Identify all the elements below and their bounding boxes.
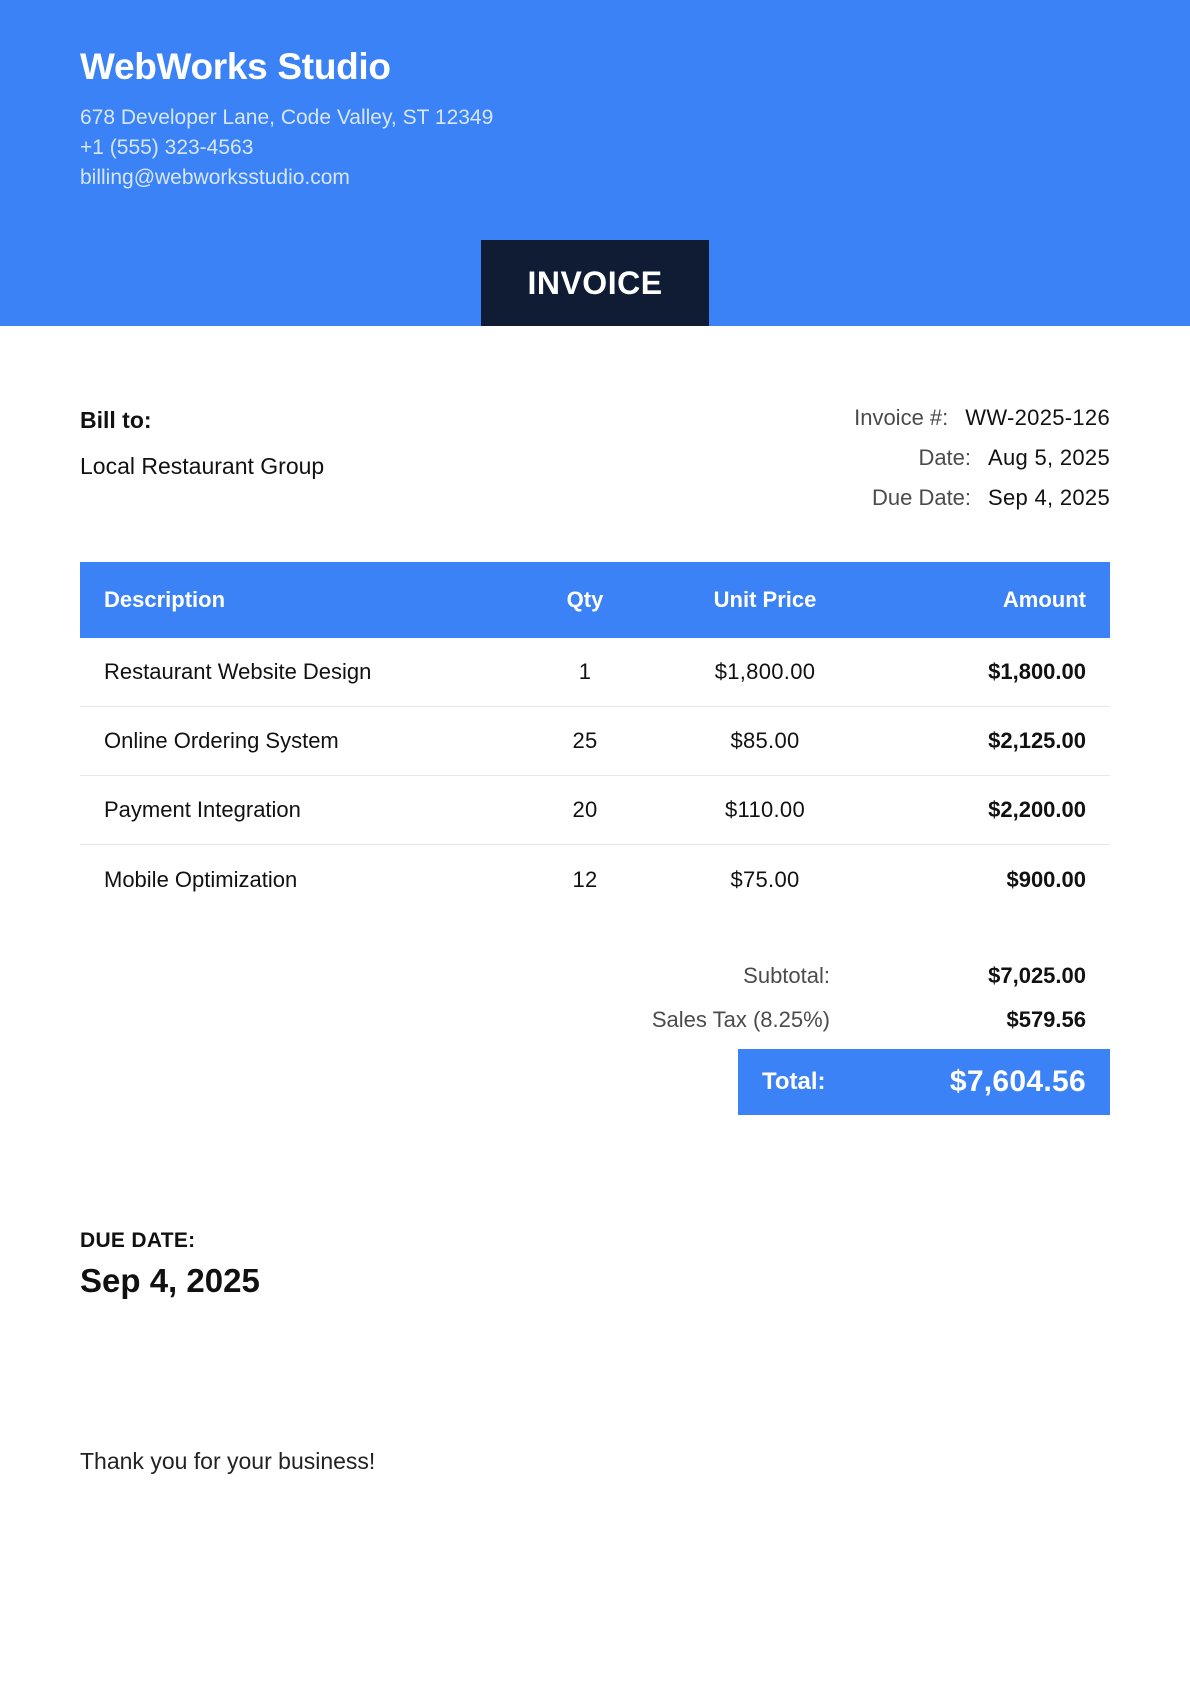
row-qty: 25	[572, 728, 598, 753]
tax-row	[580, 1000, 1110, 1040]
due-date-large: Sep 4, 2025	[80, 1262, 260, 1299]
company-email: billing@webworksstudio.com	[80, 166, 350, 189]
header-amount: Amount	[1002, 587, 1086, 612]
subtotal-row	[580, 956, 1110, 996]
tax-label: Sales Tax (8.25%)	[651, 1007, 830, 1032]
header-unit-price: Unit Price	[713, 587, 817, 612]
invoice-due-date-label: Due Date:	[871, 485, 972, 510]
tax-value: $579.56	[1006, 1007, 1086, 1032]
total-box	[738, 1049, 1110, 1115]
invoice-number-row	[610, 405, 1110, 445]
invoice-meta	[610, 405, 1110, 525]
table-row	[80, 638, 1110, 707]
header-qty: Qty	[566, 587, 604, 612]
invoice-header	[0, 0, 1190, 326]
row-description: Mobile Optimization	[104, 866, 298, 892]
company-name: WebWorks Studio	[80, 46, 391, 87]
table-row	[80, 776, 1110, 845]
row-unit-price: $85.00	[730, 728, 800, 753]
invoice-due-date-value: Sep 4, 2025	[988, 485, 1110, 510]
total-value: $7,604.56	[949, 1065, 1086, 1098]
row-unit-price: $1,800.00	[714, 659, 816, 684]
invoice-number-value: WW-2025-126	[965, 405, 1110, 430]
header-description: Description	[104, 587, 226, 612]
row-amount: $2,200.00	[988, 797, 1086, 822]
total-label: Total:	[762, 1068, 826, 1095]
table-row	[80, 845, 1110, 914]
bill-to-name: Local Restaurant Group	[80, 453, 325, 479]
row-unit-price: $75.00	[730, 866, 800, 892]
subtotal-value: $7,025.00	[988, 963, 1086, 988]
subtotal-label: Subtotal:	[743, 963, 830, 988]
row-amount: $900.00	[1006, 866, 1086, 892]
thank-you-note: Thank you for your business!	[80, 1448, 376, 1474]
table-row	[80, 707, 1110, 776]
row-qty: 20	[572, 797, 598, 822]
row-unit-price: $110.00	[725, 797, 805, 822]
line-items-table	[80, 562, 1110, 914]
row-amount: $2,125.00	[988, 728, 1086, 753]
row-description: Online Ordering System	[104, 728, 339, 753]
bill-to-label: Bill to:	[80, 407, 152, 433]
invoice-title-badge: INVOICE	[481, 240, 709, 326]
invoice-number-label: Invoice #:	[854, 405, 949, 430]
row-description: Restaurant Website Design	[104, 659, 372, 684]
row-description: Payment Integration	[104, 797, 301, 822]
invoice-date-value: Aug 5, 2025	[988, 445, 1110, 470]
due-date-heading: DUE DATE:	[80, 1229, 196, 1252]
row-qty: 1	[578, 659, 592, 684]
company-address: 678 Developer Lane, Code Valley, ST 12349	[80, 106, 494, 129]
invoice-due-date-row	[610, 485, 1110, 525]
table-header	[80, 562, 1110, 638]
company-phone: +1 (555) 323-4563	[80, 136, 254, 159]
invoice-date-row	[610, 445, 1110, 485]
row-amount: $1,800.00	[988, 659, 1086, 684]
row-qty: 12	[572, 866, 598, 892]
invoice-date-label: Date:	[918, 445, 972, 470]
